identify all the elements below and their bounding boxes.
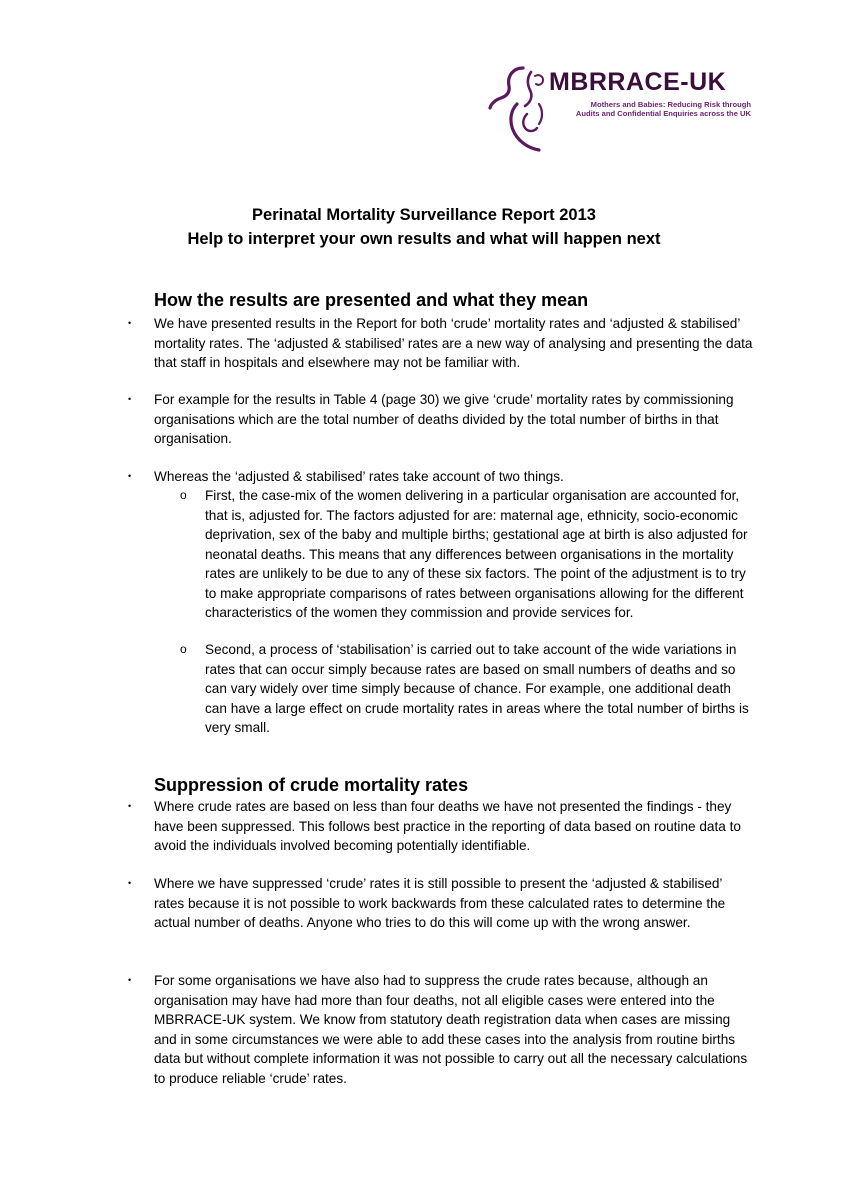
bullet-icon: • [128,801,132,811]
section1-bullet3: Whereas the ‘adjusted & stabilised’ rates take account of two things. [154,469,564,484]
bullet-icon: • [128,471,132,481]
bullet-icon: • [128,975,132,985]
sub-bullet-icon: o [180,488,187,502]
bullet-icon: • [128,318,132,328]
logo-tagline-line2: Audits and Confidential Enquiries across the UK [575,109,751,118]
section1-bullet2: For example for the results in Table 4 (page 30) we give ‘crude’ mortality rates by commissioning organisations which are the total number of deaths divided by the total number of births in that organisation. [154,392,734,446]
logo-name: MBRRACE-UK [549,68,727,96]
section2-heading: Suppression of crude mortality rates [154,775,469,795]
section2-bullet3: For some organisations we have also had to suppress the crude rates because, although an organisation may have had more than four deaths, not all eligible cases were entered into the MBRRACE-UK system. We know from statutory death registration data when cases are missing and in some circumstances we were able to add these cases into the analysis from routine births data but without complete information it was not possible to carry out all the necessary calculations to produce reliable ‘crude’ rates. [154,973,748,1086]
document-title [0,203,848,251]
section1-sub1: First, the case-mix of the women delivering in a particular organisation are accounted for, that is, adjusted for. The factors adjusted for are: maternal age, ethnicity, socio-economic deprivation, sex of the baby and multiple births; gestational age at birth is also adjusted for neonatal deaths. This means that any differences between organisations in the mortality rates are unlikely to be due to any of these six factors. The point of the adjustment is to try to make appropriate comparisons of rates between organisations allowing for the different characteristics of the women they commission and provide services for. [205,488,748,620]
logo-tagline [573,100,751,118]
section2-bullet1: Where crude rates are based on less than four deaths we have not presented the findings - they have been suppressed. This follows best practice in the reporting of data based on routine data to avoid the individuals involved becoming potentially identifiable. [154,799,741,853]
section1-bullet1: We have presented results in the Report for both ‘crude’ mortality rates and ‘adjusted & stabilised’ mortality rates. The ‘adjusted & stabilised’ rates are a new way of analysing and presenting the data that staff in hospitals and elsewhere may not be familiar with. [154,316,753,370]
title-line2: Help to interpret your own results and what will happen next [187,230,661,248]
sub-bullet-icon: o [180,642,187,656]
section1-sub2: Second, a process of ‘stabilisation’ is carried out to take account of the wide variations in rates that can occur simply because rates are based on small numbers of deaths and so can vary widely over time simply because of chance. For example, one additional death can have a large effect on crude mortality rates in areas where the total number of births is very small. [205,642,749,735]
title-line1: Perinatal Mortality Surveillance Report 2013 [252,206,596,224]
section1-heading: How the results are presented and what they mean [154,290,589,310]
bullet-icon: • [128,878,132,888]
bullet-icon: • [128,394,132,404]
logo-tagline-line1: Mothers and Babies: Reducing Risk through [590,100,751,109]
mbrrace-logo [487,62,752,154]
section2-bullet2: Where we have suppressed ‘crude’ rates it is still possible to present the ‘adjusted & stabilised’ rates because it is not possible to work backwards from these calculated rates to determine the actual number of deaths. Anyone who tries to do this will come up with the wrong answer. [154,876,726,930]
